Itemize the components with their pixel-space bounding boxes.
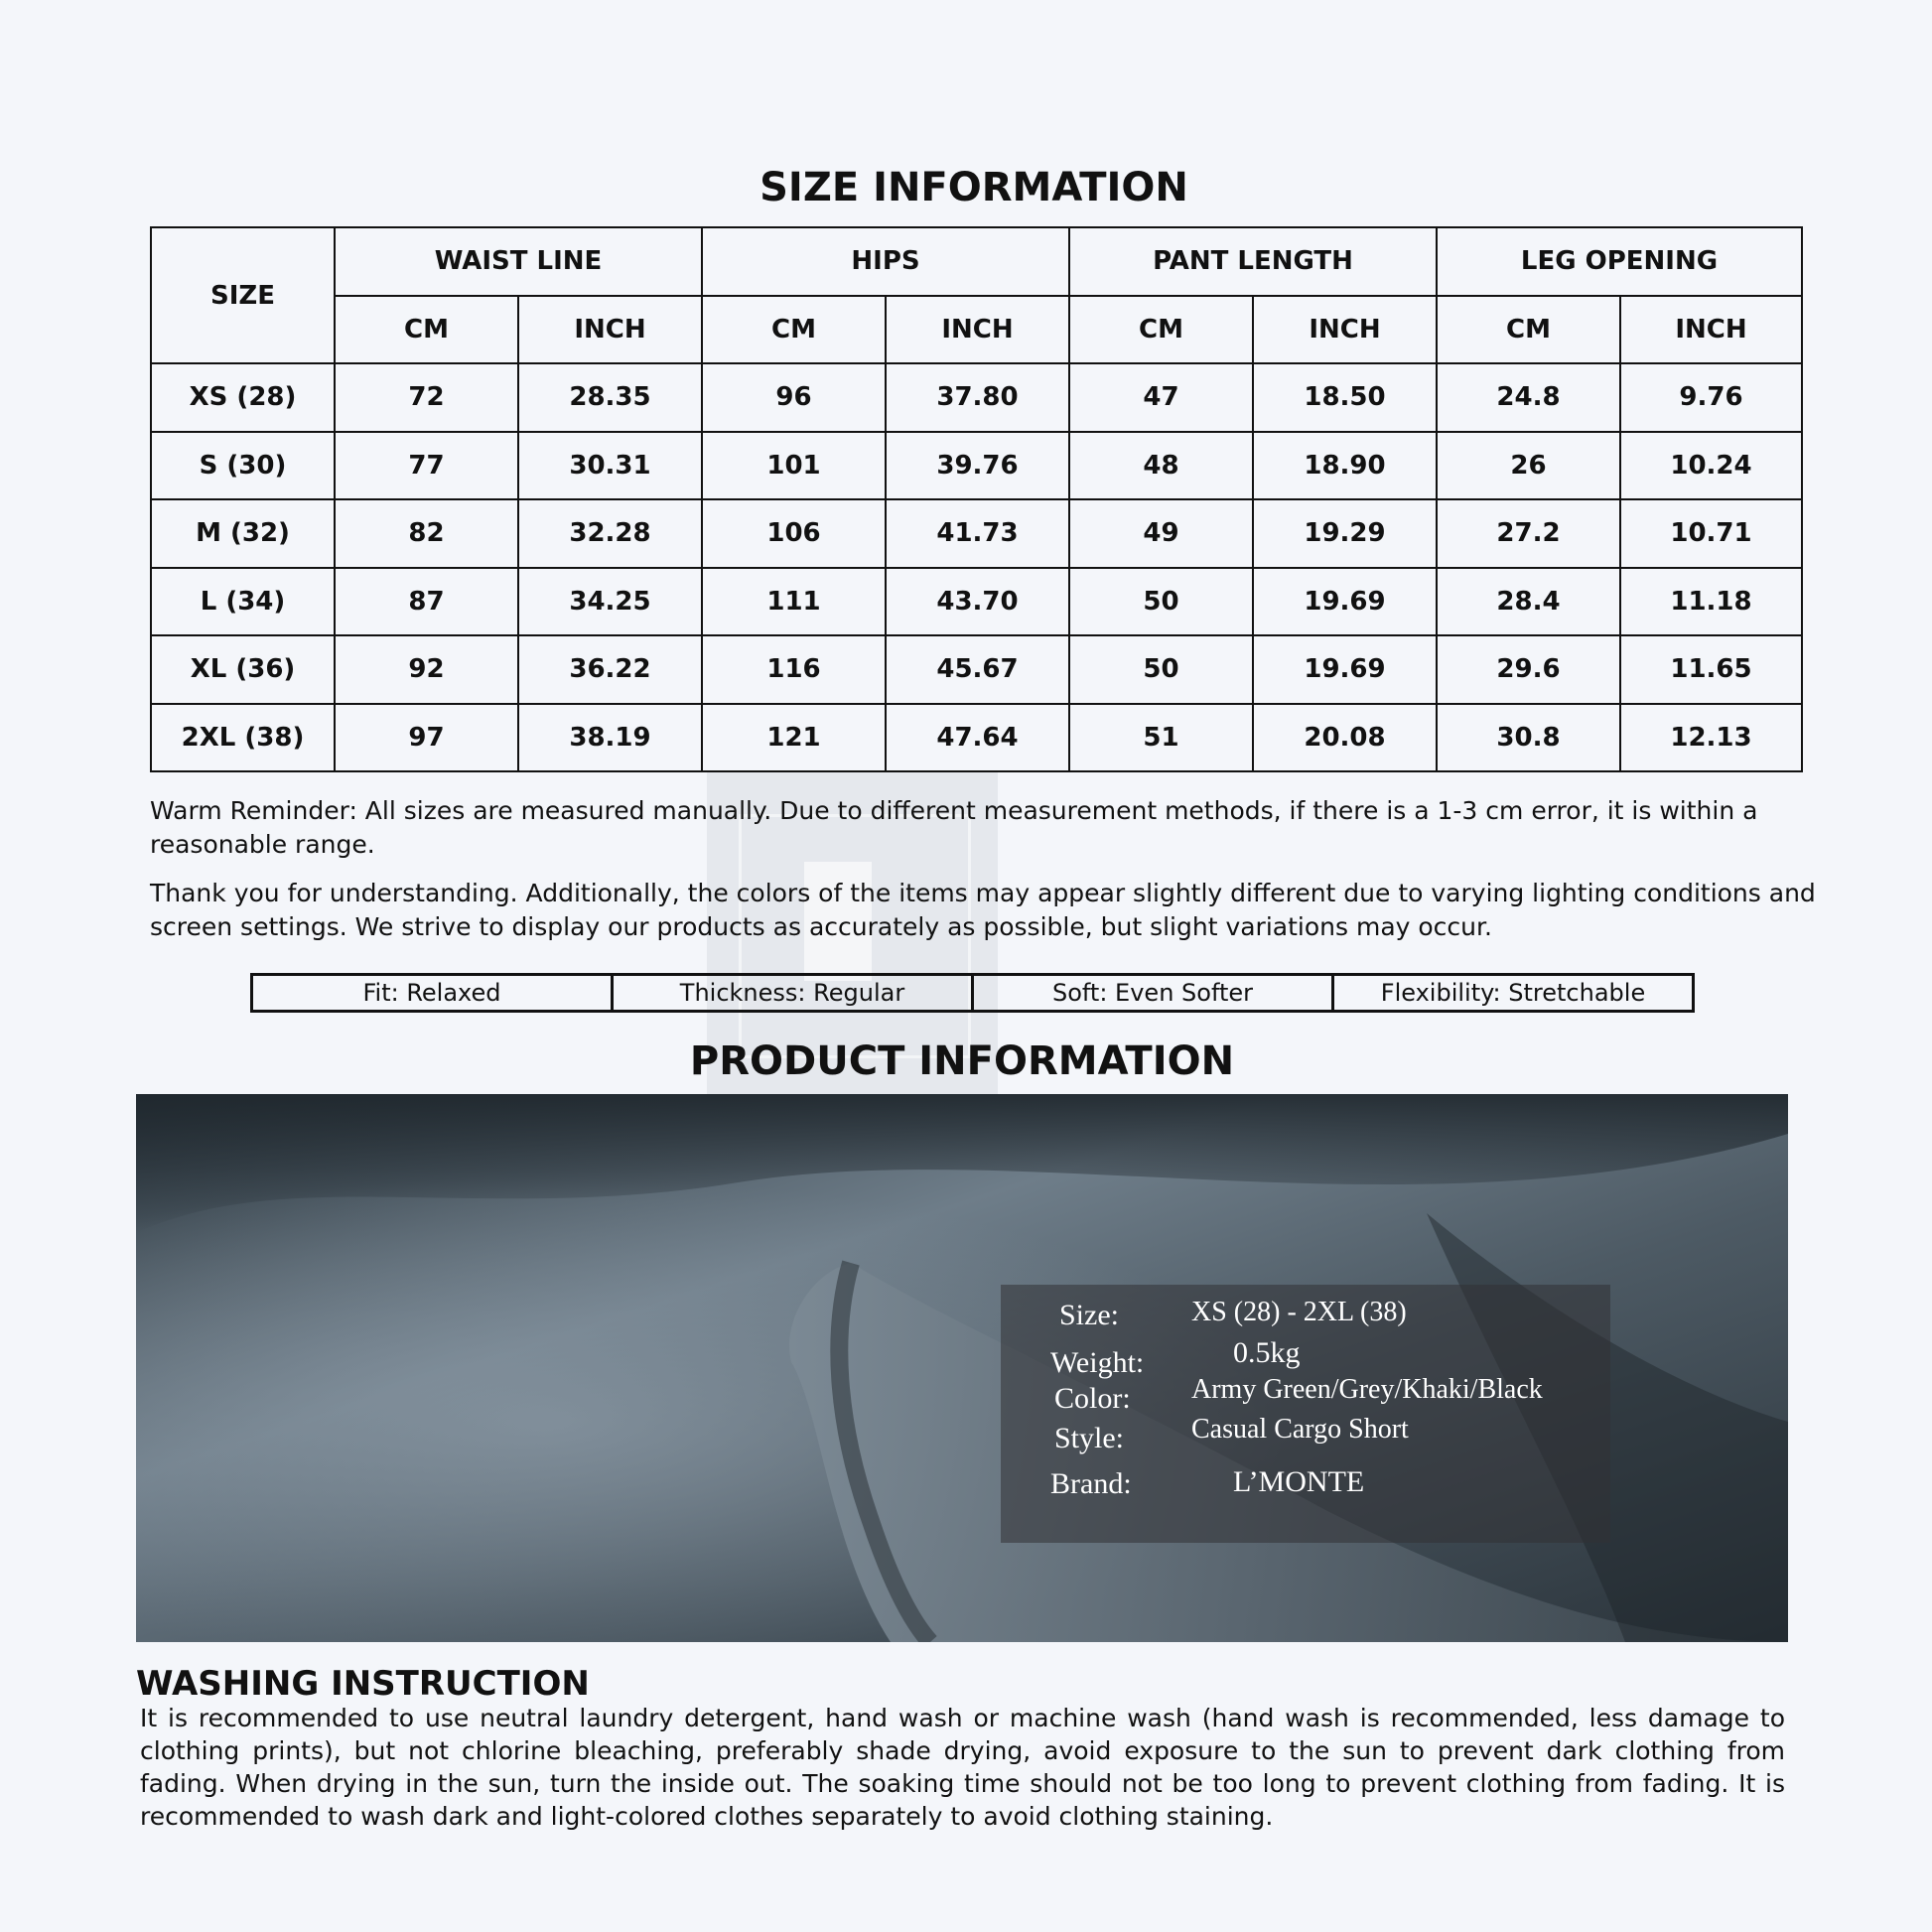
product-attributes-bar [250, 973, 1695, 1013]
value-cell: 82 [335, 499, 518, 568]
value-cell: 77 [335, 432, 518, 500]
table-row [151, 704, 1802, 772]
header-size: SIZE [151, 227, 335, 363]
header-pant-length: PANT LENGTH [1069, 227, 1437, 296]
value-cell: 26 [1437, 432, 1620, 500]
size-cell: XL (36) [151, 635, 335, 704]
unit-header: CM [702, 296, 886, 364]
value-cell: 39.76 [886, 432, 1069, 500]
value-cell: 32.28 [518, 499, 702, 568]
value-cell: 30.31 [518, 432, 702, 500]
value-cell: 11.18 [1620, 568, 1802, 636]
value-cell: 101 [702, 432, 886, 500]
spec-color-value: Army Green/Grey/Khaki/Black [1191, 1374, 1543, 1405]
value-cell: 29.6 [1437, 635, 1620, 704]
size-cell: S (30) [151, 432, 335, 500]
unit-header: CM [1437, 296, 1620, 364]
spec-brand-label: Brand: [1050, 1467, 1132, 1500]
value-cell: 121 [702, 704, 886, 772]
washing-instruction-title: WASHING INSTRUCTION [136, 1664, 590, 1704]
value-cell: 111 [702, 568, 886, 636]
unit-header: INCH [1253, 296, 1437, 364]
value-cell: 27.2 [1437, 499, 1620, 568]
size-cell: XS (28) [151, 363, 335, 432]
value-cell: 38.19 [518, 704, 702, 772]
size-table [150, 226, 1803, 772]
spec-weight-label: Weight: [1050, 1346, 1145, 1379]
value-cell: 19.69 [1253, 635, 1437, 704]
value-cell: 92 [335, 635, 518, 704]
attribute-fit: Fit: Relaxed [253, 976, 614, 1010]
header-hips: HIPS [702, 227, 1069, 296]
size-cell: 2XL (38) [151, 704, 335, 772]
value-cell: 24.8 [1437, 363, 1620, 432]
value-cell: 50 [1069, 635, 1253, 704]
attribute-thickness: Thickness: Regular [614, 976, 974, 1010]
table-header-row [151, 227, 1802, 296]
value-cell: 43.70 [886, 568, 1069, 636]
table-unit-row [151, 296, 1802, 364]
header-leg-opening: LEG OPENING [1437, 227, 1802, 296]
spec-style-label: Style: [1054, 1422, 1125, 1454]
header-waist-line: WAIST LINE [335, 227, 702, 296]
unit-header: INCH [1620, 296, 1802, 364]
product-information-title: PRODUCT INFORMATION [689, 1038, 1235, 1084]
value-cell: 116 [702, 635, 886, 704]
value-cell: 47.64 [886, 704, 1069, 772]
attribute-softness: Soft: Even Softer [974, 976, 1334, 1010]
warm-reminder-note: Warm Reminder: All sizes are measured manually. Due to different measurement methods, if there is a 1-3 cm error, it is within a reasonable range. [150, 796, 1758, 859]
value-cell: 10.71 [1620, 499, 1802, 568]
value-cell: 18.90 [1253, 432, 1437, 500]
value-cell: 28.35 [518, 363, 702, 432]
value-cell: 20.08 [1253, 704, 1437, 772]
value-cell: 9.76 [1620, 363, 1802, 432]
spec-size-value: XS (28) - 2XL (38) [1191, 1297, 1407, 1327]
value-cell: 37.80 [886, 363, 1069, 432]
value-cell: 45.67 [886, 635, 1069, 704]
washing-instruction-text: It is recommended to use neutral laundry detergent, hand wash or machine wash (hand wash is recommended, less damage to clothing prints), but not chlorine bleaching, preferably shade drying, avoid exposure to the sun to prevent dark clothing from fading. When drying in the sun, turn the inside out. The soaking time should not be too long to prevent clothing from fading. It is recommended to wash dark and light-colored clothes separately to avoid clothing staining. [140, 1704, 1785, 1831]
unit-header: CM [335, 296, 518, 364]
value-cell: 50 [1069, 568, 1253, 636]
value-cell: 41.73 [886, 499, 1069, 568]
value-cell: 87 [335, 568, 518, 636]
spec-size-label: Size: [1059, 1299, 1119, 1331]
spec-color-label: Color: [1054, 1382, 1131, 1415]
unit-header: INCH [886, 296, 1069, 364]
value-cell: 97 [335, 704, 518, 772]
unit-header: INCH [518, 296, 702, 364]
product-spec-box [1001, 1285, 1610, 1543]
value-cell: 72 [335, 363, 518, 432]
value-cell: 11.65 [1620, 635, 1802, 704]
unit-header: CM [1069, 296, 1253, 364]
value-cell: 51 [1069, 704, 1253, 772]
color-disclaimer-note: Thank you for understanding. Additionally, the colors of the items may appear slightly different due to varying lighting conditions and screen settings. We strive to display our products as accurately as possible, but slight variations may occur. [150, 879, 1816, 941]
table-row [151, 432, 1802, 500]
value-cell: 10.24 [1620, 432, 1802, 500]
size-cell: M (32) [151, 499, 335, 568]
value-cell: 36.22 [518, 635, 702, 704]
value-cell: 96 [702, 363, 886, 432]
table-row [151, 499, 1802, 568]
attribute-flexibility: Flexibility: Stretchable [1380, 979, 1646, 1007]
spec-brand-value: L’MONTE [1233, 1465, 1365, 1498]
table-row [151, 363, 1802, 432]
value-cell: 30.8 [1437, 704, 1620, 772]
spec-weight-value: 0.5kg [1233, 1336, 1301, 1369]
table-row [151, 568, 1802, 636]
value-cell: 19.69 [1253, 568, 1437, 636]
value-cell: 106 [702, 499, 886, 568]
value-cell: 48 [1069, 432, 1253, 500]
size-cell: L (34) [151, 568, 335, 636]
value-cell: 18.50 [1253, 363, 1437, 432]
table-row [151, 635, 1802, 704]
value-cell: 19.29 [1253, 499, 1437, 568]
value-cell: 12.13 [1620, 704, 1802, 772]
size-information-title: SIZE INFORMATION [759, 165, 1188, 210]
value-cell: 49 [1069, 499, 1253, 568]
value-cell: 47 [1069, 363, 1253, 432]
value-cell: 28.4 [1437, 568, 1620, 636]
spec-style-value: Casual Cargo Short [1191, 1414, 1409, 1445]
value-cell: 34.25 [518, 568, 702, 636]
